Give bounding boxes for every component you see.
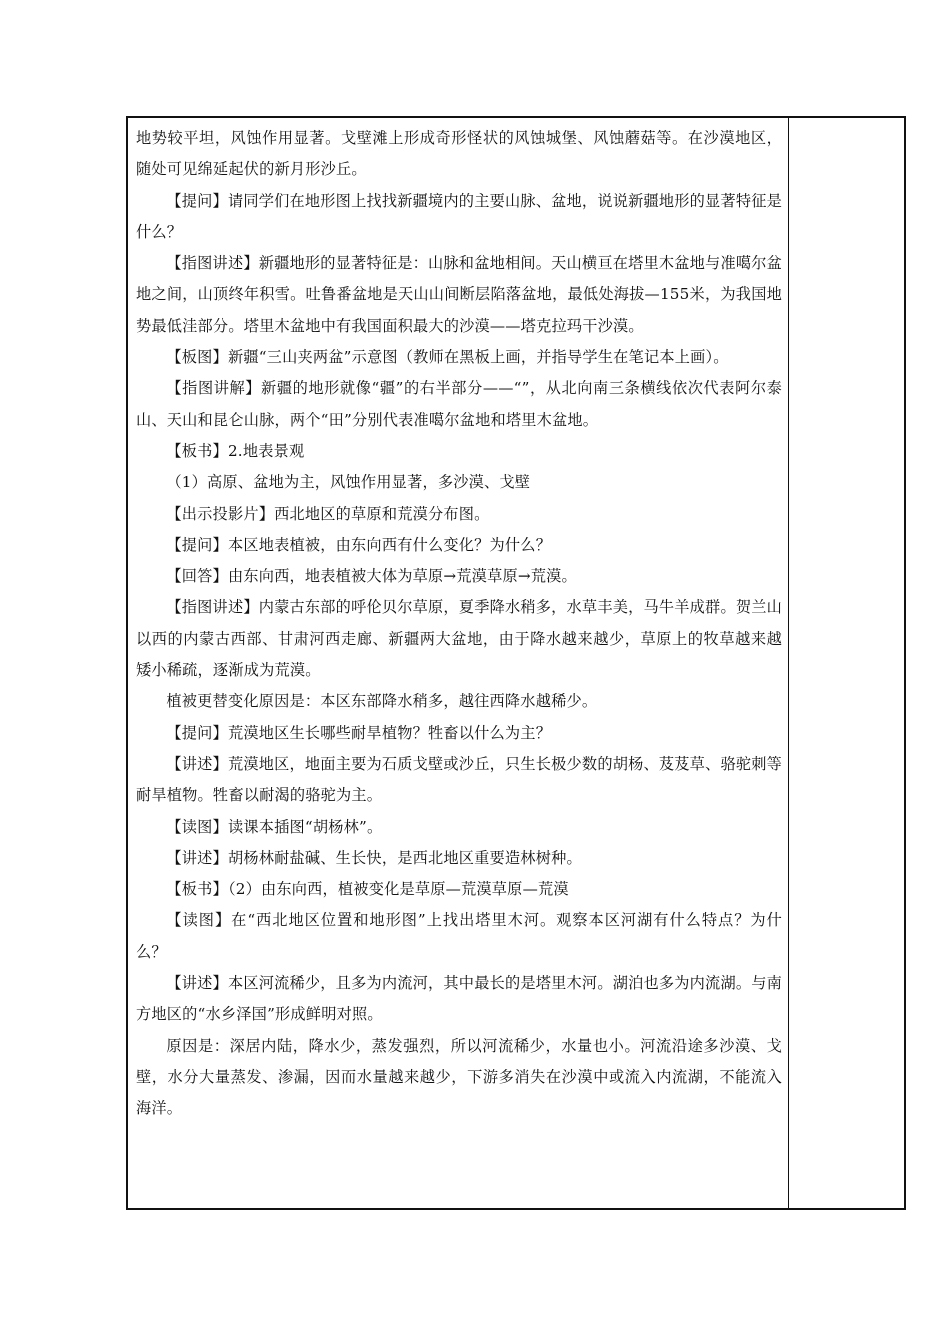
- paragraph: 原因是：深居内陆，降水少，蒸发强烈，所以河流稀少，水量也小。河流沿途多沙漠、戈壁，水分大量蒸发、渗漏，因而水量越来越少，下游多消失在沙漠中或流入内流湖，不能流入海洋。: [136, 1036, 782, 1118]
- paragraph: 【讲述】荒漠地区，地面主要为石质戈壁或沙丘，只生长极少数的胡杨、芨芨草、骆驼刺等耐旱植物。牲畜以耐渴的骆驼为主。: [136, 754, 782, 805]
- paragraph: 【指图讲述】新疆地形的显著特征是：山脉和盆地相间。天山横亘在塔里木盆地与准噶尔盆地之间，山顶终年积雪。吐鲁番盆地是天山山间断层陷落盆地，最低处海拔—155米，为我国地势最低洼部分。塔里木盆地中有我国面积最大的沙漠——塔克拉玛干沙漠。: [136, 254, 782, 335]
- paragraph: 【提问】本区地表植被，由东向西有什么变化？为什么？: [166, 535, 552, 554]
- paragraph: 【回答】由东向西，地表植被大体为草原→荒漠草原→荒漠。: [166, 567, 577, 586]
- paragraph: 【提问】荒漠地区生长哪些耐旱植物？牲畜以什么为主？: [166, 723, 552, 742]
- paragraph: 植被更替变化原因是：本区东部降水稍多，越往西降水越稀少。: [166, 692, 598, 711]
- paragraph: 【板书】（2）由东向西，植被变化是草原—荒漠草原—荒漠: [166, 880, 569, 899]
- paragraph: 【读图】在“西北地区位置和地形图”上找出塔里木河。观察本区河湖有什么特点？为什么？: [136, 911, 782, 961]
- paragraph: （1）高原、盆地为主，风蚀作用显著，多沙漠、戈壁: [166, 473, 531, 492]
- paragraph: 地势较平坦，风蚀作用显著。戈壁滩上形成奇形怪状的风蚀城堡、风蚀蘑菇等。在沙漠地区，随处可见绵延起伏的新月形沙丘。: [136, 129, 782, 179]
- paragraph: 【板图】新疆“三山夹两盆”示意图（教师在黑板上画，并指导学生在笔记本上画）。: [166, 348, 729, 367]
- paragraph: 【讲述】本区河流稀少，且多为内流河，其中最长的是塔里木河。湖泊也多为内流湖。与南方地区的“水乡泽国”形成鲜明对照。: [136, 974, 782, 1024]
- paragraph: 【指图讲解】新疆的地形就像“疆”的右半部分——“”，从北向南三条横线依次代表阿尔泰山、天山和昆仑山脉，两个“田”分别代表准噶尔盆地和塔里木盆地。: [136, 379, 782, 429]
- paragraph: 【板书】2.地表景观: [166, 441, 305, 460]
- lesson-content-cell: [136, 123, 782, 1125]
- paragraph: 【出示投影片】西北地区的草原和荒漠分布图。: [166, 504, 490, 523]
- table-column-divider: [788, 116, 789, 1210]
- paragraph: 【读图】读课本插图“胡杨林”。: [166, 817, 383, 836]
- paragraph: 【提问】请同学们在地形图上找找新疆境内的主要山脉、盆地，说说新疆地形的显著特征是什么？: [136, 191, 782, 241]
- paragraph: 【指图讲述】内蒙古东部的呼伦贝尔草原，夏季降水稍多，水草丰美，马牛羊成群。贺兰山以西的内蒙古西部、甘肃河西走廊、新疆两大盆地，由于降水越来越少，草原上的牧草越来越矮小稀疏，逐渐成为荒漠。: [136, 598, 782, 680]
- paragraph: 【讲述】胡杨林耐盐碱、生长快，是西北地区重要造林树种。: [166, 848, 582, 867]
